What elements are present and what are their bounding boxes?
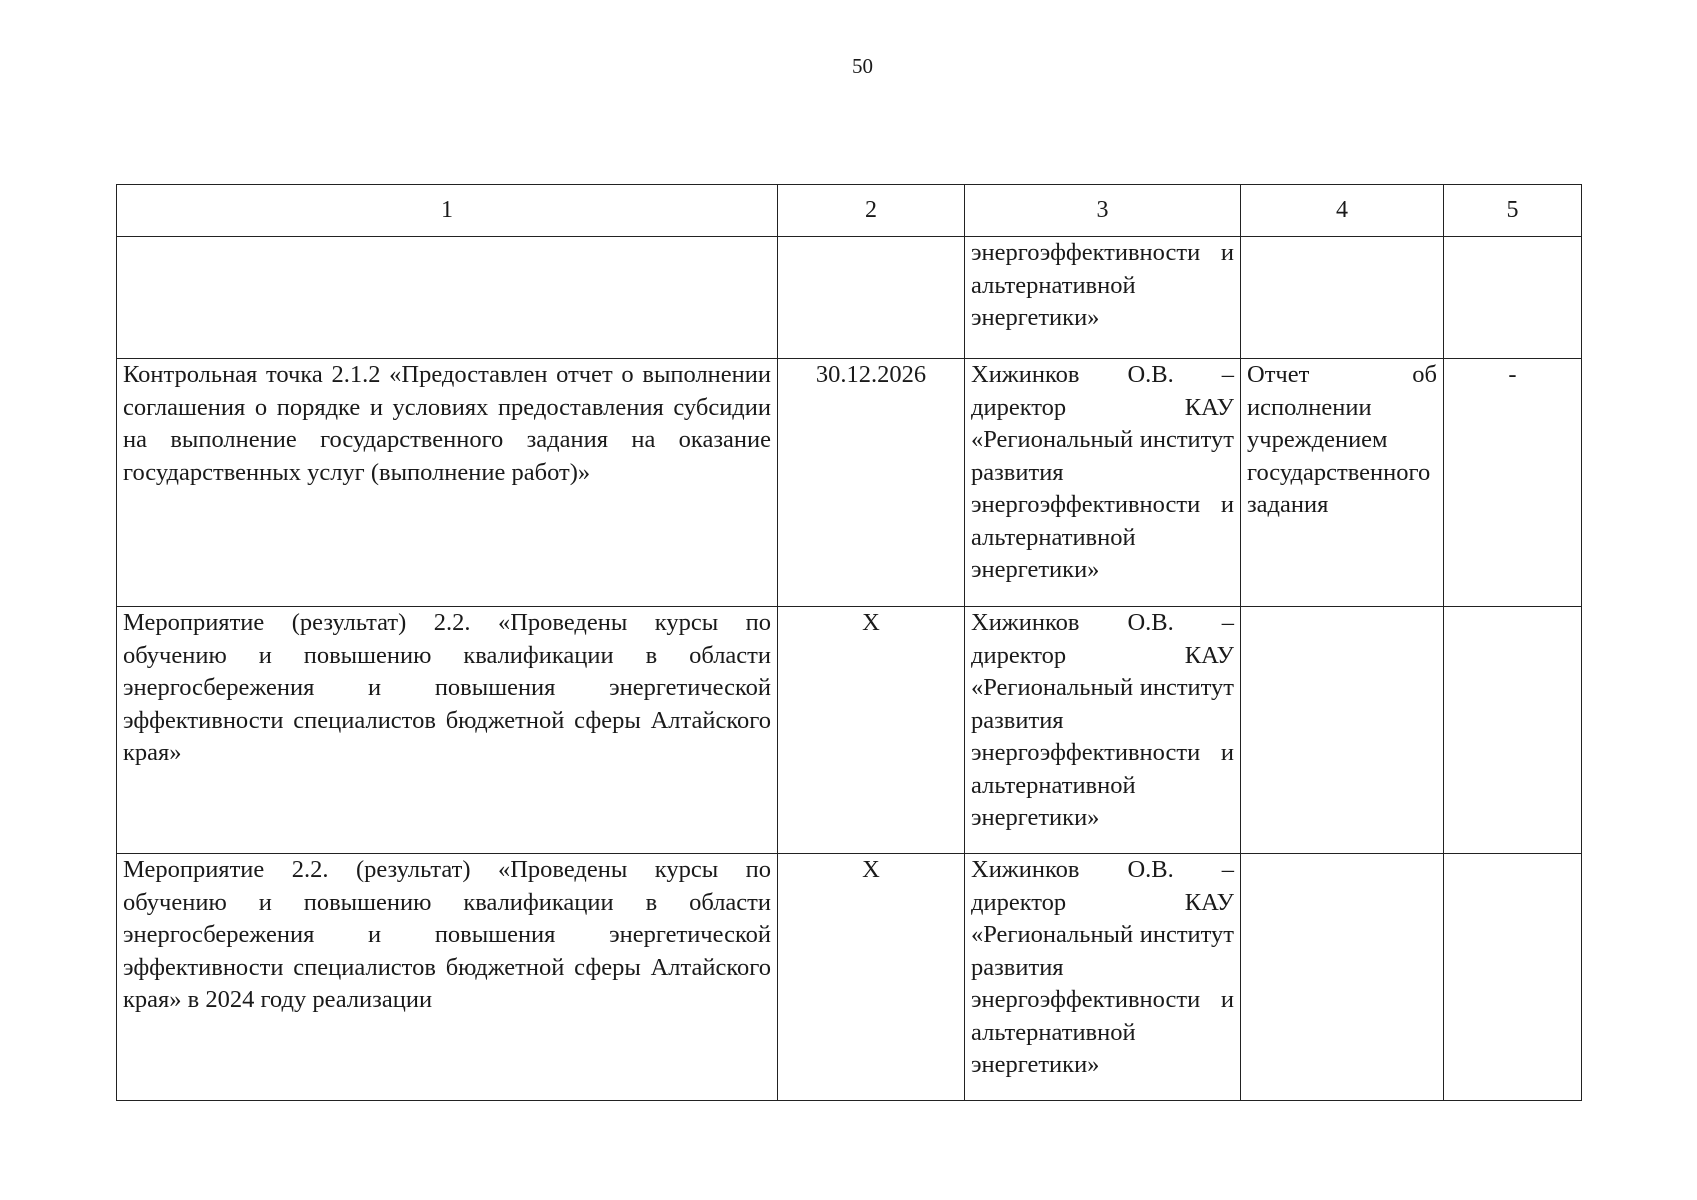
cell-date: X <box>778 854 965 1101</box>
header-col-4: 4 <box>1241 185 1444 237</box>
table-row <box>117 607 1582 854</box>
cell-system <box>1444 237 1582 359</box>
header-col-2: 2 <box>778 185 965 237</box>
header-col-3: 3 <box>965 185 1241 237</box>
table-row <box>117 854 1582 1101</box>
plan-table <box>116 184 1582 1101</box>
header-col-5: 5 <box>1444 185 1582 237</box>
cell-date: 30.12.2026 <box>778 359 965 607</box>
cell-document <box>1241 607 1444 854</box>
cell-responsible: Хижинков О.В. – директор КАУ «Региональный институт развития энергоэффективности и альтернативной энергетики» <box>965 359 1241 607</box>
cell-date: X <box>778 607 965 854</box>
cell-name: Контрольная точка 2.1.2 «Предоставлен отчет о выполнении соглашения о порядке и условиях предоставления субсидии на выполнение государственного задания на оказание государственных услуг (выполнение работ)» <box>117 359 778 607</box>
cell-document <box>1241 237 1444 359</box>
cell-name: Мероприятие (результат) 2.2. «Проведены курсы по обучению и повышению квалификации в области энергосбережения и повышения энергетической эффективности специалистов бюджетной сферы Алтайского края» <box>117 607 778 854</box>
cell-name <box>117 237 778 359</box>
cell-date <box>778 237 965 359</box>
table-row <box>117 359 1582 607</box>
cell-responsible: энергоэффективности и альтернативной энергетики» <box>965 237 1241 359</box>
cell-system: - <box>1444 359 1582 607</box>
cell-responsible: Хижинков О.В. – директор КАУ «Региональный институт развития энергоэффективности и альтернативной энергетики» <box>965 854 1241 1101</box>
cell-name: Мероприятие 2.2. (результат) «Проведены курсы по обучению и повышению квалификации в области энергосбережения и повышения энергетической эффективности специалистов бюджетной сферы Алтайского края» в 2024 году реализации <box>117 854 778 1101</box>
page-number: 50 <box>852 54 873 78</box>
table-row <box>117 237 1582 359</box>
cell-document: Отчет об исполнении учреждением государственного задания <box>1241 359 1444 607</box>
header-row <box>117 185 1582 237</box>
cell-document <box>1241 854 1444 1101</box>
cell-system <box>1444 854 1582 1101</box>
cell-responsible: Хижинков О.В. – директор КАУ «Региональный институт развития энергоэффективности и альтернативной энергетики» <box>965 607 1241 854</box>
header-col-1: 1 <box>117 185 778 237</box>
cell-system <box>1444 607 1582 854</box>
